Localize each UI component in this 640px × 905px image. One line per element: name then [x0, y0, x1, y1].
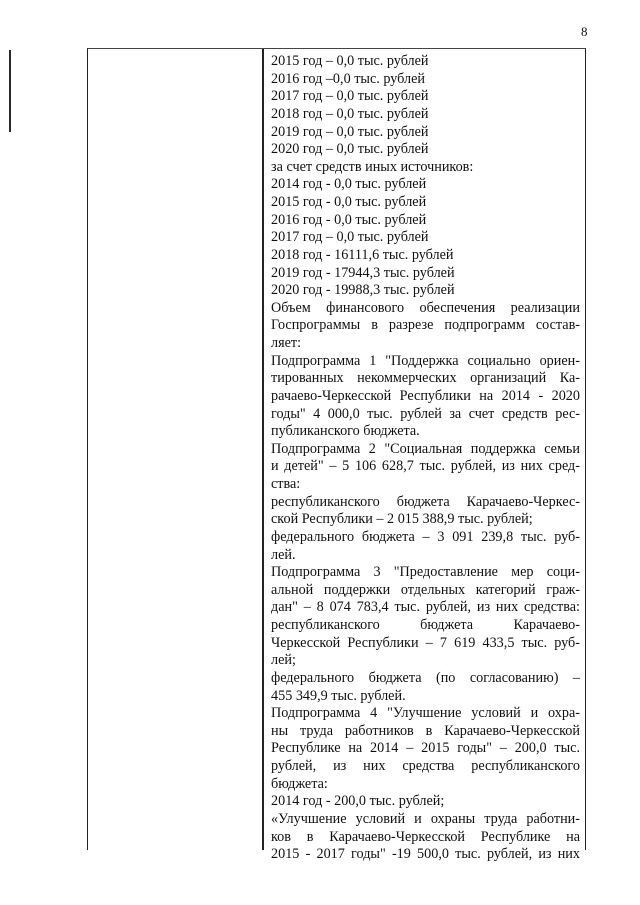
text-line: рублей, из них средства республиканского	[271, 758, 580, 774]
text-line: Объем финансового обеспечения реализации	[271, 299, 580, 316]
text-line: 2018 год - 16111,6 тыс. рублей	[271, 246, 454, 263]
text-line: 2015 год – 0,0 тыс. рублей	[271, 53, 429, 69]
text-line: 2020 год – 0,0 тыс. рублей	[271, 141, 429, 158]
text-line: федерального бюджета (по согласованию) –	[271, 669, 580, 686]
text-line: годы" 4 000,0 тыс. рублей за счет средств рес-	[271, 405, 580, 422]
text-line: 2018 год – 0,0 тыс. рублей	[271, 105, 429, 122]
text-line: 2014 год - 200,0 тыс. рублей;	[271, 793, 445, 810]
text-line: лей.	[271, 546, 296, 563]
text-line: федерального бюджета – 3 091 239,8 тыс. руб-	[271, 528, 580, 545]
text-line: республиканского бюджета Карачаево-	[271, 617, 580, 633]
text-line: Подпрограмма 2 "Социальная поддержка семьи	[271, 440, 580, 457]
text-line: публиканского бюджета.	[271, 423, 420, 440]
text-line: 2019 год – 0,0 тыс. рублей	[271, 123, 429, 140]
text-line: ков в Карачаево-Черкесской Республике на	[271, 828, 580, 845]
margin-binding-mark	[9, 50, 11, 132]
text-line: 2014 год - 0,0 тыс. рублей	[271, 176, 427, 193]
text-line: ской Республики – 2 015 388,9 тыс. рублей;	[271, 511, 533, 528]
table-right-column-text	[271, 53, 580, 864]
text-line: Госпрограммы в разрезе подпрограмм состав-	[271, 317, 580, 334]
text-line: ства:	[271, 476, 301, 492]
table-column-divider	[262, 49, 264, 850]
text-line: Республике на 2014 – 2015 годы" – 200,0 тыс.	[271, 740, 580, 757]
text-line: ляет:	[271, 335, 302, 351]
text-line: альной поддержки отдельных категорий граж-	[271, 581, 580, 598]
text-line: 2015 год - 0,0 тыс. рублей	[271, 194, 427, 210]
text-line: 2019 год - 17944,3 тыс. рублей	[271, 264, 455, 281]
text-line: рачаево-Черкесской Республики на 2014 - 2020	[271, 387, 580, 404]
text-line: 2020 год - 19988,3 тыс. рублей	[271, 282, 455, 299]
text-line: ны труда работников в Карачаево-Черкесской	[271, 722, 580, 739]
text-line: 2016 год - 0,0 тыс. рублей	[271, 211, 427, 228]
text-line: 2017 год – 0,0 тыс. рублей	[271, 88, 429, 105]
text-line: республиканского бюджета Карачаево-Черкес-	[271, 493, 580, 510]
text-line: Подпрограмма 3 "Предоставление мер соци-	[271, 564, 580, 581]
text-line: бюджета:	[271, 775, 328, 792]
text-line: лей;	[271, 652, 296, 669]
text-line: 455 349,9 тыс. рублей.	[271, 687, 406, 704]
page-number: 8	[581, 24, 588, 39]
text-line: 2015 - 2017 годы" -19 500,0 тыс. рублей, из них	[271, 846, 580, 863]
text-line: дан" – 8 074 783,4 тыс. рублей, из них средства:	[271, 599, 580, 616]
text-line: 2016 год –0,0 тыс. рублей	[271, 70, 425, 87]
text-line: и детей" – 5 106 628,7 тыс. рублей, из них сред-	[271, 458, 580, 475]
text-line: «Улучшение условий и охраны труда работни-	[271, 810, 580, 827]
funding-table	[87, 48, 586, 863]
text-line: тированных некоммерческих организаций Ка-	[271, 370, 580, 387]
text-line: Подпрограмма 1 "Поддержка социально ориен-	[271, 352, 580, 369]
table-left-column	[88, 49, 262, 850]
text-line: Подпрограмма 4 "Улучшение условий и охра-	[271, 705, 580, 722]
text-line: 2017 год – 0,0 тыс. рублей	[271, 229, 429, 246]
text-line: за счет средств иных источников:	[271, 158, 474, 175]
text-line: Черкесской Республики – 7 619 433,5 тыс. руб-	[271, 634, 580, 651]
